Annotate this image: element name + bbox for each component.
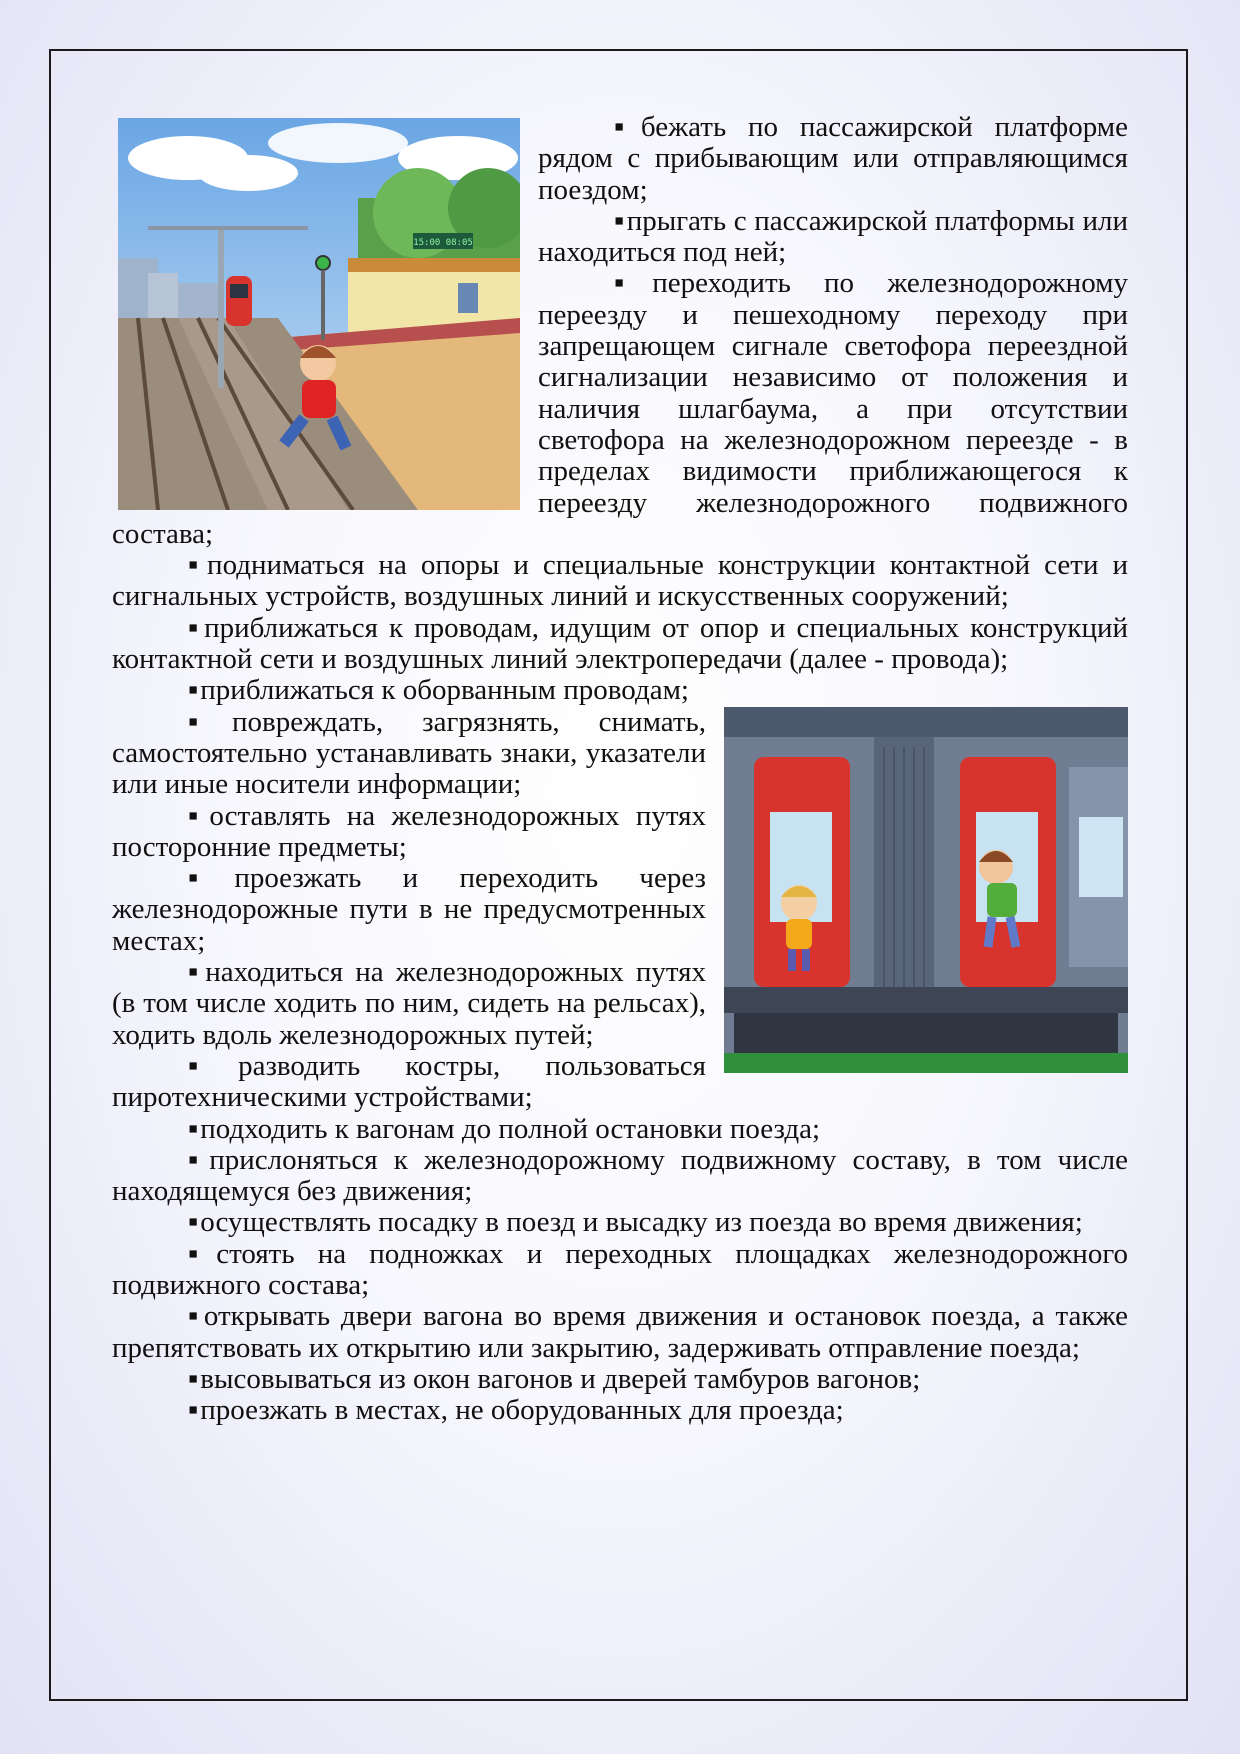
rule-item: ▪ находиться на железнодорожных путях (в том числе ходить по ним, сидеть на рельсах), ходить вдоль железнодорожных путей; bbox=[112, 957, 1128, 1051]
rule-item: ▪ прыгать с пассажирской платформы или находиться под ней; bbox=[112, 206, 1128, 269]
platform-clock: 15:00 08:05 bbox=[413, 238, 473, 248]
train-doors-illustration bbox=[724, 707, 1128, 1073]
rule-item: ▪ повреждать, загрязнять, снимать, самостоятельно устанавливать знаки, указатели или иные носители информации; bbox=[112, 707, 1128, 801]
rule-item: ▪ разводить костры, пользоваться пиротехническими устройствами; bbox=[112, 1051, 1128, 1114]
platform-illustration bbox=[118, 118, 520, 510]
rule-item: ▪ высовываться из окон вагонов и дверей тамбуров вагонов; bbox=[112, 1364, 1128, 1395]
rules-text bbox=[112, 112, 1128, 1426]
rule-item: ▪ проезжать в местах, не оборудованных для проезда; bbox=[112, 1395, 1128, 1426]
rule-item: ▪ оставлять на железнодорожных путях посторонние предметы; bbox=[112, 801, 1128, 864]
rule-item: ▪ бежать по пассажирской платформе рядом с прибывающим или отправляющимся поездом; bbox=[112, 112, 1128, 206]
rule-item: ▪ приближаться к проводам, идущим от опор и специальных конструкций контактной сети и воздушных линий электропередачи (далее - провода); bbox=[112, 613, 1128, 676]
rule-item: ▪ открывать двери вагона во время движения и остановок поезда, а также препятствовать их открытию или закрытию, задерживать отправление поезда; bbox=[112, 1301, 1128, 1364]
rule-item: ▪ прислоняться к железнодорожному подвижному составу, в том числе находящемуся без движения; bbox=[112, 1145, 1128, 1208]
rule-item: ▪ переходить по железнодорожному переезду и пешеходному переходу при запрещающем сигнале светофора переездной сигнализации независимо от положения и наличия шлагбаума, а при отсутствии светофора на железнодорожном переезде - в пределах видимости приближающегося к переезду железнодорожного подвижного состава; bbox=[112, 268, 1128, 550]
rule-item: ▪ проезжать и переходить через железнодорожные пути в не предусмотренных местах; bbox=[112, 863, 1128, 957]
rule-item: ▪ подниматься на опоры и специальные конструкции контактной сети и сигнальных устройств, воздушных линий и искусственных сооружений; bbox=[112, 550, 1128, 613]
rule-item: ▪ подходить к вагонам до полной остановки поезда; bbox=[112, 1114, 1128, 1145]
rule-item: ▪ стоять на подножках и переходных площадках железнодорожного подвижного состава; bbox=[112, 1239, 1128, 1302]
rule-item: ▪ осуществлять посадку в поезд и высадку из поезда во время движения; bbox=[112, 1207, 1128, 1238]
rule-item: ▪ приближаться к оборванным проводам; bbox=[112, 675, 1128, 706]
